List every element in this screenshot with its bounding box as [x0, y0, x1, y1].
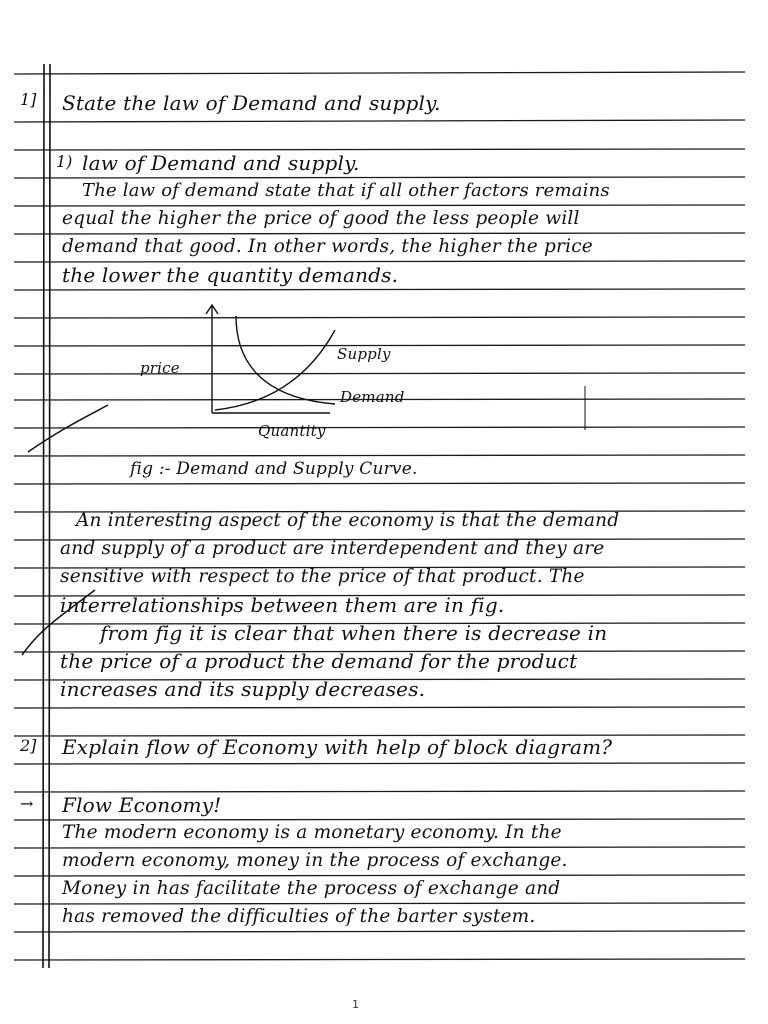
para-2-line-3: sensitive with respect to the price of that product. The — [60, 566, 585, 587]
question-1-number: 1] — [20, 90, 37, 109]
answer-2-arrow: → — [20, 794, 34, 813]
answer-1-number: 1) — [56, 152, 73, 171]
answer-2-line-1: The modern economy is a monetary economy. In the — [62, 822, 562, 843]
page-number: 1 — [352, 998, 359, 1011]
para-2-line-4: interrelationships between them are in fig. — [60, 593, 505, 617]
graph-supply-label: Supply — [337, 345, 391, 363]
answer-1-line-4: the lower the quantity demands. — [62, 263, 399, 287]
demand-curve — [236, 316, 335, 404]
answer-2-heading: Flow Economy! — [62, 793, 222, 817]
answer-1-line-1: The law of demand state that if all other factors remains — [82, 180, 610, 201]
answer-2-line-3: Money in has facilitate the process of exchange and — [62, 878, 561, 899]
answer-2-line-4: has removed the difficulties of the barter system. — [62, 906, 536, 927]
para-2-line-2: and supply of a product are interdependent and they are — [60, 538, 605, 559]
para-2-line-6: the price of a product the demand for the product — [60, 649, 578, 673]
answer-2-line-2: modern economy, money in the process of exchange. — [62, 850, 568, 871]
graph-x-label: Quantity — [258, 422, 326, 440]
answer-1-heading: law of Demand and supply. — [82, 151, 360, 175]
graph-caption: fig :- Demand and Supply Curve. — [130, 459, 418, 479]
question-2-title: Explain flow of Economy with help of block diagram? — [62, 735, 613, 759]
para-2-line-5: from fig it is clear that when there is decrease in — [100, 621, 608, 645]
answer-1-line-3: demand that good. In other words, the higher the price — [62, 236, 593, 257]
para-2-line-7: increases and its supply decreases. — [60, 677, 426, 701]
question-2-number: 2] — [20, 736, 37, 755]
question-1-title: State the law of Demand and supply. — [62, 91, 441, 115]
graph-demand-label: Demand — [340, 388, 405, 406]
answer-1-line-2: equal the higher the price of good the less people will — [62, 208, 580, 229]
supply-curve — [215, 330, 335, 410]
graph-y-label: price — [140, 359, 180, 377]
para-2-line-1: An interesting aspect of the economy is that the demand — [76, 510, 620, 531]
